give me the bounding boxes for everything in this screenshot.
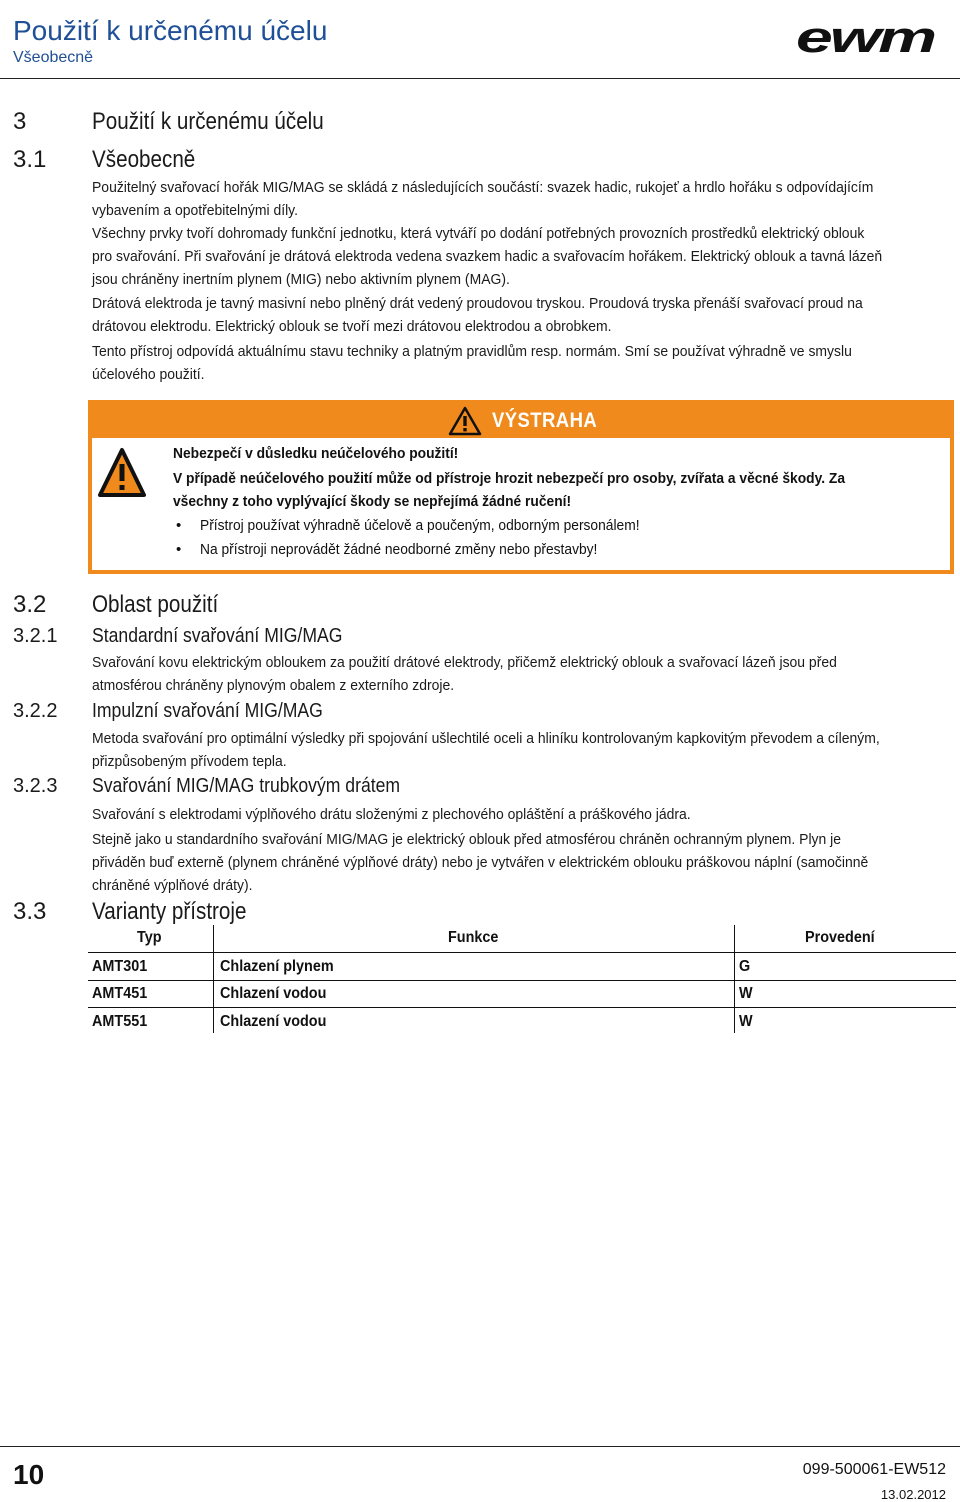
warning-header [448, 406, 612, 436]
table-header-type: Typ [137, 929, 162, 946]
table-cell-version: W [739, 985, 753, 1002]
ewm-logo [796, 20, 936, 60]
section-3-2-2-title: Impulzní svařování MIG/MAG [92, 700, 323, 722]
table-cell-function: Chlazení vodou [220, 1013, 327, 1030]
table-header-version: Provedení [805, 929, 875, 946]
warning-triangle-icon [448, 406, 482, 436]
warning-text-line: všechny z toho vyplývající škody se nepřejímá žádné ručení! [173, 493, 572, 510]
paragraph-components: Použitelný svařovací hořák MIG/MAG se skládá z následujících součástí: svazek hadic, rukojeť a hrdlo hořáku s odpovídajícím vybavením a opotřebitelnými díly. [92, 179, 874, 219]
table-header-divider [88, 952, 956, 953]
section-3-1-title: Všeobecně [92, 146, 196, 173]
bullet-icon: • [176, 541, 182, 558]
page-number: 10 [13, 1459, 45, 1490]
section-3-2-title: Oblast použití [92, 591, 219, 618]
paragraph-flux-cored-1: Svařování s elektrodami výplňového drátu složenými z plechového opláštění a práškového jádra. [92, 806, 691, 823]
warning-bullet-item: Přístroj používat výhradně účelově a poučeným, odborným personálem! [200, 517, 640, 534]
paragraph-standard-mig-mag: Svařování kovu elektrickým obloukem za použití drátové elektrody, přičemž elektrický oblouk a svařovací lázeň jsou před atmosférou chráněny plynovým obalem z externího zdroje. [92, 654, 837, 694]
bullet-icon: • [176, 517, 182, 534]
section-3-1-number: 3.1 [13, 146, 47, 173]
header-title: Použití k určenému účelu [13, 15, 328, 46]
warning-label: VÝSTRAHA [492, 409, 598, 432]
section-3-title: Použití k určenému účelu [92, 108, 324, 135]
warning-text-line: V případě neúčelového použití může od přístroje hrozit nebezpečí pro osoby, zvířata a věcné škody. Za [173, 470, 846, 487]
header-subtitle: Všeobecně [13, 49, 94, 66]
warning-heading: Nebezpečí v důsledku neúčelového použití! [173, 445, 459, 462]
section-3-2-2-number: 3.2.2 [13, 700, 58, 722]
section-3-3-number: 3.3 [13, 898, 47, 925]
document-number: 099-500061-EW512 [802, 1461, 946, 1478]
table-row-divider [88, 1007, 956, 1008]
section-3-2-1-title: Standardní svařování MIG/MAG [92, 625, 343, 647]
paragraph-flux-cored-2: Stejně jako u standardního svařování MIG/MAG je elektrický oblouk před atmosférou chráněn ochranným plynem. Plyn je přiváděn buď externě (plynem chráněné výplňové dráty) nebo je vytvářen v elektrickém oblouku práškovou náplní (samočinně chráněné výplňové dráty). [92, 831, 869, 894]
logo-text: ewm [796, 20, 936, 60]
paragraph-pulse-mig-mag: Metoda svařování pro optimální výsledky při spojování ušlechtilé oceli a hliníku kontrolovaným kapkovitým převodem a cíleným, přizpůsobeným přívodem tepla. [92, 730, 880, 770]
table-cell-function: Chlazení vodou [220, 985, 327, 1002]
table-header-function: Funkce [448, 929, 499, 946]
section-3-number: 3 [13, 108, 27, 135]
footer-divider [0, 1446, 960, 1447]
document-date: 13.02.2012 [880, 1487, 946, 1502]
table-row-divider [88, 980, 956, 981]
section-3-2-1-number: 3.2.1 [13, 625, 58, 647]
section-3-2-3-number: 3.2.3 [13, 775, 58, 797]
section-3-2-number: 3.2 [13, 591, 47, 618]
table-cell-version: W [739, 1013, 753, 1030]
section-3-3-title: Varianty přístroje [92, 898, 247, 925]
header-divider [0, 78, 960, 79]
table-cell-type: AMT451 [92, 985, 148, 1002]
table-cell-version: G [739, 958, 751, 975]
paragraph-conformity: Tento přístroj odpovídá aktuálnímu stavu techniky a platným pravidlům resp. normám. Smí se používat výhradně ve smyslu účelového použití. [92, 343, 852, 383]
table-cell-type: AMT301 [92, 958, 148, 975]
paragraph-wire-electrode: Drátová elektroda je tavný masivní nebo plněný drát vedený proudovou tryskou. Proudová tryska přenáší svařovací proud na drátovou elektrodu. Elektrický oblouk se tvoří mezi drátovou elektrodou a obrobkem. [92, 295, 863, 335]
table-cell-function: Chlazení plynem [220, 958, 334, 975]
table-column-divider [213, 925, 214, 1033]
warning-bullet-item: Na přístroji neprovádět žádné neodborné změny nebo přestavby! [200, 541, 598, 558]
warning-triangle-icon [98, 447, 146, 499]
table-column-divider [734, 925, 735, 1033]
paragraph-function-unit: Všechny prvky tvoří dohromady funkční jednotku, která vytváří po dodání potřebných provozních prostředků elektrický oblouk pro svařování. Při svařování je drátová elektroda vedena svazkem hadic a svařovacím hořákem. Elektrický oblouk a tavná lázeň jsou chráněny inertním plynem (MIG) nebo aktivním plynem (MAG). [92, 225, 883, 288]
table-cell-type: AMT551 [92, 1013, 148, 1030]
section-3-2-3-title: Svařování MIG/MAG trubkovým drátem [92, 775, 401, 797]
